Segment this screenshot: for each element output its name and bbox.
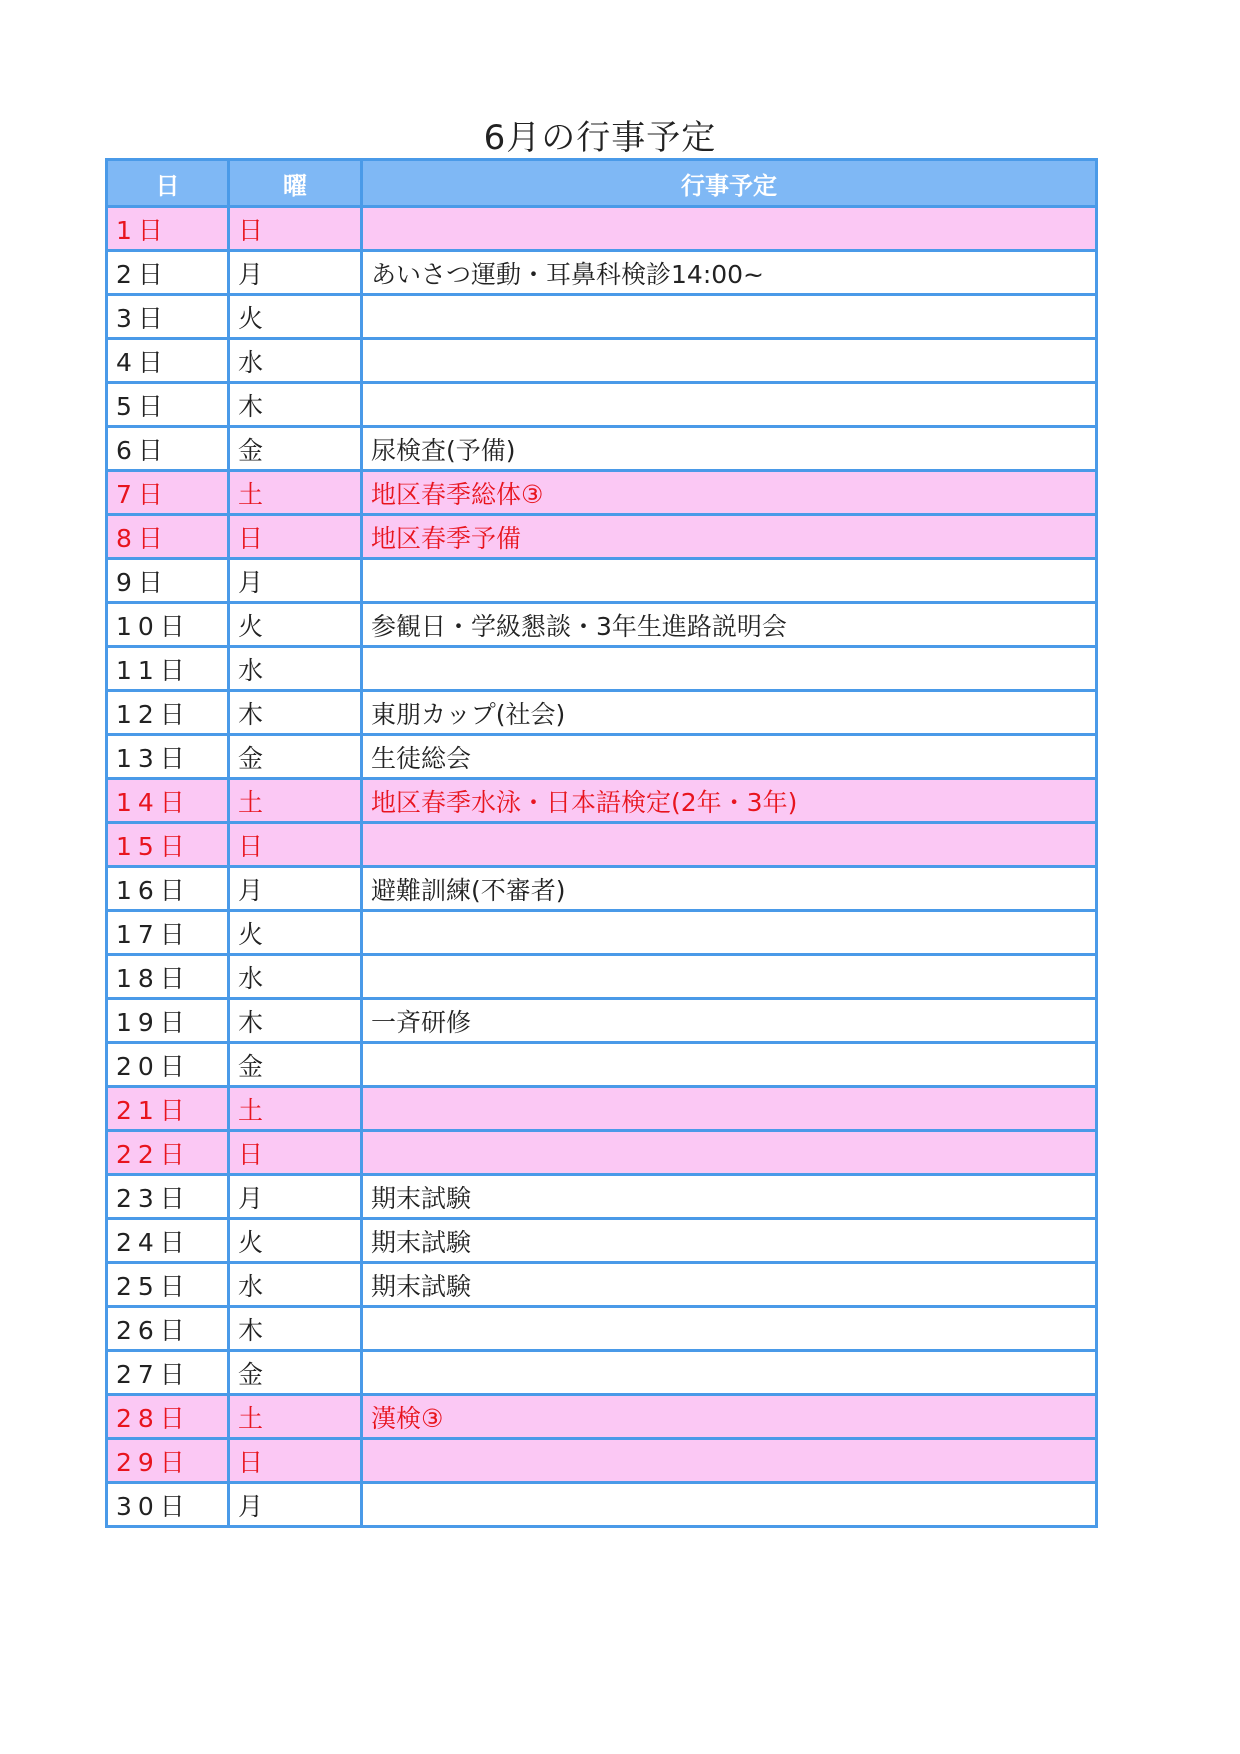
weekday-cell: 日 (229, 515, 362, 559)
weekday-cell: 金 (229, 735, 362, 779)
day-cell: 25日 (107, 1263, 229, 1307)
day-cell: 20日 (107, 1043, 229, 1087)
day-cell: 7日 (107, 471, 229, 515)
table-row (107, 427, 1097, 471)
event-cell (362, 1351, 1097, 1395)
day-cell: 30日 (107, 1483, 229, 1527)
header-event: 行事予定 (362, 160, 1097, 207)
table-row (107, 603, 1097, 647)
day-cell: 26日 (107, 1307, 229, 1351)
event-cell (362, 911, 1097, 955)
day-cell: 13日 (107, 735, 229, 779)
day-cell: 3日 (107, 295, 229, 339)
weekday-cell: 金 (229, 427, 362, 471)
event-cell (362, 1131, 1097, 1175)
weekday-cell: 日 (229, 823, 362, 867)
event-cell: 避難訓練(不審者) (362, 867, 1097, 911)
weekday-cell: 月 (229, 251, 362, 295)
event-cell (362, 1043, 1097, 1087)
event-cell (362, 1483, 1097, 1527)
table-row (107, 1263, 1097, 1307)
table-row (107, 1439, 1097, 1483)
table-row (107, 471, 1097, 515)
weekday-cell: 木 (229, 691, 362, 735)
day-cell: 15日 (107, 823, 229, 867)
event-cell: 一斉研修 (362, 999, 1097, 1043)
event-cell (362, 383, 1097, 427)
day-cell: 16日 (107, 867, 229, 911)
table-row (107, 515, 1097, 559)
event-cell: 漢検③ (362, 1395, 1097, 1439)
day-cell: 19日 (107, 999, 229, 1043)
schedule-body (107, 207, 1097, 1527)
day-cell: 12日 (107, 691, 229, 735)
table-row (107, 383, 1097, 427)
header-weekday: 曜 (229, 160, 362, 207)
day-cell: 28日 (107, 1395, 229, 1439)
table-row (107, 867, 1097, 911)
day-cell: 11日 (107, 647, 229, 691)
header-day: 日 (107, 160, 229, 207)
event-cell (362, 955, 1097, 999)
day-cell: 9日 (107, 559, 229, 603)
weekday-cell: 金 (229, 1043, 362, 1087)
table-row (107, 207, 1097, 251)
table-row (107, 911, 1097, 955)
day-cell: 8日 (107, 515, 229, 559)
weekday-cell: 水 (229, 1263, 362, 1307)
day-cell: 4日 (107, 339, 229, 383)
table-row (107, 251, 1097, 295)
day-cell: 18日 (107, 955, 229, 999)
day-cell: 22日 (107, 1131, 229, 1175)
event-cell (362, 1307, 1097, 1351)
event-cell (362, 647, 1097, 691)
day-cell: 29日 (107, 1439, 229, 1483)
event-cell: 東朋カップ(社会) (362, 691, 1097, 735)
event-cell (362, 559, 1097, 603)
event-cell: 参観日・学級懇談・3年生進路説明会 (362, 603, 1097, 647)
weekday-cell: 火 (229, 603, 362, 647)
weekday-cell: 日 (229, 1439, 362, 1483)
day-cell: 2日 (107, 251, 229, 295)
page-title: 6月の行事予定 (483, 118, 717, 158)
event-cell: 期末試験 (362, 1263, 1097, 1307)
day-cell: 27日 (107, 1351, 229, 1395)
weekday-cell: 土 (229, 1395, 362, 1439)
table-row (107, 1087, 1097, 1131)
weekday-cell: 火 (229, 295, 362, 339)
table-row (107, 1307, 1097, 1351)
event-cell: 地区春季総体③ (362, 471, 1097, 515)
table-row (107, 1219, 1097, 1263)
weekday-cell: 火 (229, 1219, 362, 1263)
day-cell: 21日 (107, 1087, 229, 1131)
day-cell: 17日 (107, 911, 229, 955)
event-cell (362, 1087, 1097, 1131)
weekday-cell: 土 (229, 1087, 362, 1131)
day-cell: 5日 (107, 383, 229, 427)
weekday-cell: 日 (229, 207, 362, 251)
schedule-table (105, 158, 1098, 1528)
weekday-cell: 木 (229, 383, 362, 427)
table-row (107, 1351, 1097, 1395)
event-cell: 期末試験 (362, 1175, 1097, 1219)
event-cell: あいさつ運動・耳鼻科検診14:00~ (362, 251, 1097, 295)
table-row (107, 691, 1097, 735)
table-row (107, 647, 1097, 691)
table-row (107, 295, 1097, 339)
table-row (107, 735, 1097, 779)
day-cell: 14日 (107, 779, 229, 823)
weekday-cell: 金 (229, 1351, 362, 1395)
day-cell: 10日 (107, 603, 229, 647)
event-cell (362, 823, 1097, 867)
weekday-cell: 月 (229, 1175, 362, 1219)
table-row (107, 1483, 1097, 1527)
table-row (107, 339, 1097, 383)
weekday-cell: 土 (229, 779, 362, 823)
event-cell: 生徒総会 (362, 735, 1097, 779)
table-row (107, 823, 1097, 867)
table-row (107, 1175, 1097, 1219)
table-row (107, 1395, 1097, 1439)
header-row (107, 160, 1097, 207)
day-cell: 23日 (107, 1175, 229, 1219)
event-cell: 地区春季予備 (362, 515, 1097, 559)
event-cell (362, 207, 1097, 251)
table-row (107, 955, 1097, 999)
event-cell (362, 1439, 1097, 1483)
event-cell: 期末試験 (362, 1219, 1097, 1263)
weekday-cell: 月 (229, 1483, 362, 1527)
weekday-cell: 水 (229, 647, 362, 691)
day-cell: 24日 (107, 1219, 229, 1263)
event-cell: 地区春季水泳・日本語検定(2年・3年) (362, 779, 1097, 823)
weekday-cell: 火 (229, 911, 362, 955)
table-row (107, 999, 1097, 1043)
event-cell (362, 339, 1097, 383)
weekday-cell: 土 (229, 471, 362, 515)
weekday-cell: 月 (229, 559, 362, 603)
weekday-cell: 木 (229, 999, 362, 1043)
table-row (107, 1131, 1097, 1175)
weekday-cell: 月 (229, 867, 362, 911)
weekday-cell: 木 (229, 1307, 362, 1351)
table-row (107, 559, 1097, 603)
event-cell: 尿検査(予備) (362, 427, 1097, 471)
weekday-cell: 日 (229, 1131, 362, 1175)
table-row (107, 779, 1097, 823)
weekday-cell: 水 (229, 339, 362, 383)
table-row (107, 1043, 1097, 1087)
day-cell: 6日 (107, 427, 229, 471)
weekday-cell: 水 (229, 955, 362, 999)
event-cell (362, 295, 1097, 339)
day-cell: 1日 (107, 207, 229, 251)
